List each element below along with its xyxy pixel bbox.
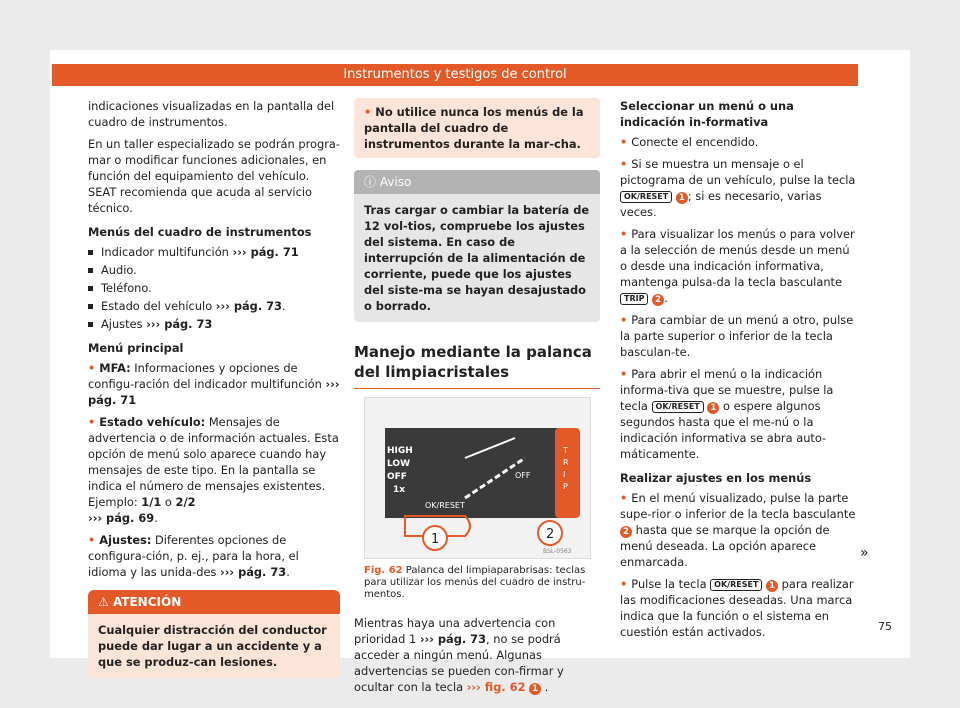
- wiper-lever-illustration: [365, 398, 590, 558]
- callout-number: 1: [766, 580, 778, 592]
- bullet-item: • Si se muestra un mensaje o el pictograma de un vehículo, pulse la tecla OK/RESET 1 ; si es necesario, varias veces.: [620, 157, 856, 219]
- list-item: Ajustes ››› pág. 73: [88, 316, 340, 332]
- warning-continuation: • No utilice nunca los menús de la pantalla del cuadro de instrumentos durante la mar-cha.: [354, 98, 600, 158]
- callout-number: 2: [620, 526, 632, 538]
- column-middle: [354, 98, 600, 701]
- svg-text:HIGH: HIGH: [387, 446, 413, 456]
- svg-text:R: R: [563, 458, 569, 467]
- bullet-item: • Estado vehículo: Mensajes de advertencia o de información actuales. Esta opción de menú solo aparece cuando hay mensajes de este tipo. En la pantalla se indica el número de mensajes existentes. Ejemplo: 1/1 o 2/2 ››› pág. 69.: [88, 415, 339, 525]
- section-title: Manejo mediante la palanca del limpiacristales: [354, 342, 600, 389]
- bullet-item: • Para visualizar los menús o para volver a la selección de menús desde un menú o desde una indicación informativa, mantenga pulsa-da la tecla basculante TRIP 2 .: [620, 227, 855, 305]
- bullet-item: • Ajustes: Diferentes opciones de configura-ción, p. ej., para la hora, el idioma y las unida-des ››› pág. 73.: [88, 533, 299, 579]
- svg-text:OFF: OFF: [387, 472, 407, 482]
- svg-text:I: I: [563, 470, 566, 479]
- trip-key-icon: TRIP: [620, 293, 648, 305]
- list-item: Estado del vehículo ››› pág. 73.: [88, 298, 340, 314]
- figure-wiper-lever: [364, 397, 591, 559]
- bullet-dot-icon: •: [620, 577, 628, 591]
- heading: Menús del cuadro de instrumentos: [88, 225, 312, 239]
- bullet-item: • Pulse la tecla OK/RESET 1 para realizar las modificaciones deseadas. Una marca indica que la función o el sistema en cuestión están activados.: [620, 577, 854, 639]
- bullet-item: • Para abrir el menú o la indicación informa-tiva que se muestre, pulse la tecla OK/RESET 1 o espere algunos segundos hasta que el me-nú o la indicación informativa se abra auto-máticamente.: [620, 367, 834, 461]
- paragraph: Mientras haya una advertencia con prioridad 1 ››› pág. 73, no se podrá acceder a ningún menú. Algunas advertencias se pueden con-firmar y ocultar con la tecla ››› fig. 62 1 .: [354, 616, 564, 694]
- bullet-dot-icon: •: [620, 367, 628, 381]
- heading: Realizar ajustes en los menús: [620, 471, 812, 485]
- svg-text:P: P: [563, 482, 568, 491]
- bullet-square-icon: [88, 286, 93, 291]
- bullet-dot-icon: •: [620, 227, 628, 241]
- bullet-item: • Conecte el encendido.: [620, 135, 759, 149]
- figure-reference[interactable]: ››› fig. 62: [466, 680, 526, 694]
- page-reference[interactable]: ››› pág. 73: [146, 317, 213, 331]
- callout-number: 1: [676, 192, 688, 204]
- callout-number: 1: [707, 402, 719, 414]
- ok-reset-key-icon: OK/RESET: [652, 401, 704, 413]
- ok-reset-key-icon: OK/RESET: [620, 191, 672, 203]
- ok-reset-key-icon: OK/RESET: [710, 579, 762, 591]
- page-header: Instrumentos y testigos de control: [52, 64, 858, 86]
- list-item: Audio.: [88, 262, 340, 278]
- warning-text: Cualquier distracción del conductor puede dar lugar a un accidente y a que se produz-can lesiones.: [98, 623, 327, 669]
- bullet-dot-icon: •: [364, 105, 372, 119]
- heading: Menú principal: [88, 341, 184, 355]
- bullet-dot-icon: •: [620, 313, 628, 327]
- bullet-square-icon: [88, 268, 93, 273]
- bullet-dot-icon: •: [88, 361, 96, 375]
- bullet-item: • MFA: Informaciones y opciones de configu-ración del indicador multifunción ››› pág. 71: [88, 361, 340, 407]
- bullet-square-icon: [88, 304, 93, 309]
- page-number: 75: [878, 620, 892, 633]
- info-icon: ⓘ: [364, 175, 380, 189]
- svg-text:1x: 1x: [393, 485, 406, 495]
- bullet-dot-icon: •: [620, 491, 628, 505]
- heading: Seleccionar un menú o una indicación in-formativa: [620, 99, 794, 129]
- svg-text:OFF: OFF: [515, 471, 531, 480]
- page-reference[interactable]: ››› pág. 71: [232, 245, 299, 259]
- svg-text:BSL-0563: BSL-0563: [543, 548, 572, 555]
- page-reference[interactable]: ››› pág. 73: [220, 565, 287, 579]
- bullet-dot-icon: •: [88, 415, 96, 429]
- svg-text:T: T: [563, 446, 568, 455]
- list-item: Indicador multifunción ››› pág. 71: [88, 244, 340, 260]
- warning-box: [88, 590, 340, 678]
- svg-text:OK/RESET: OK/RESET: [425, 501, 465, 510]
- note-text: Tras cargar o cambiar la batería de 12 vol-tios, compruebe los ajustes del sistema. En caso de interrupción de la alimentación de corriente, puede que los ajustes del siste-ma se hayan desajustado o borrado.: [354, 194, 600, 322]
- figure-caption: Fig. 62 Palanca del limpiaparabrisas: teclas para utilizar los menús del cuadro de instru-mentos.: [364, 565, 586, 600]
- warning-header: ⚠ ATENCIÓN: [88, 590, 340, 614]
- continue-arrow-icon: »: [860, 545, 869, 561]
- svg-text:1: 1: [431, 532, 440, 547]
- paragraph: indicaciones visualizadas en la pantalla del cuadro de instrumentos.: [88, 99, 335, 129]
- page-reference[interactable]: ››› pág. 69: [88, 511, 155, 525]
- svg-text:2: 2: [546, 527, 555, 542]
- bullet-item: • En el menú visualizado, pulse la parte supe-rior o inferior de la tecla basculante 2 hasta que se marque la opción de menú deseada. La opción aparece enmarcada.: [620, 491, 856, 569]
- column-left: [88, 98, 340, 678]
- note-header: ⓘ Aviso: [354, 170, 600, 194]
- bullet-dot-icon: •: [88, 533, 96, 547]
- bullet-square-icon: [88, 322, 93, 327]
- note-box: [354, 170, 600, 322]
- page-reference[interactable]: ››› pág. 73: [215, 299, 282, 313]
- bullet-item: • Para cambiar de un menú a otro, pulse la parte superior o inferior de la tecla basculan-te.: [620, 313, 854, 359]
- column-right: [620, 98, 856, 646]
- bullet-dot-icon: •: [620, 157, 628, 171]
- page-reference[interactable]: ››› pág. 73: [419, 632, 487, 646]
- paragraph: En un taller especializado se podrán progra-mar o modificar funciones adicionales, en función del equipamiento del vehículo. SEAT recomienda que acuda al servicio técnico.: [88, 137, 341, 215]
- warning-triangle-icon: ⚠: [98, 595, 113, 609]
- list-item: Teléfono.: [88, 280, 340, 296]
- bullet-square-icon: [88, 250, 93, 255]
- callout-number: 1: [529, 683, 541, 695]
- page-reference[interactable]: ››› pág. 71: [88, 377, 340, 407]
- svg-text:LOW: LOW: [387, 459, 410, 469]
- bullet-dot-icon: •: [620, 135, 628, 149]
- callout-number: 2: [652, 294, 664, 306]
